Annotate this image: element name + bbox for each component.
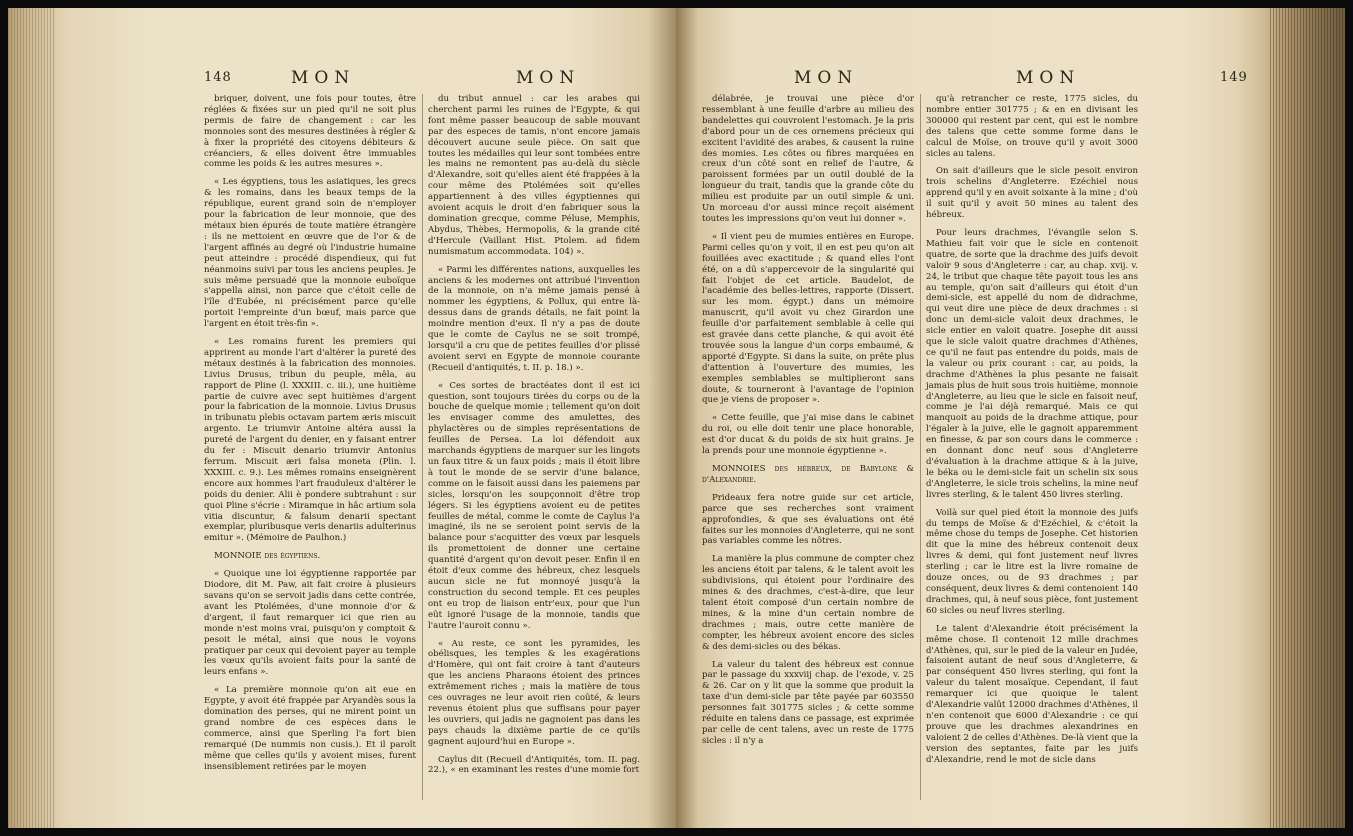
left-column-1 bbox=[204, 94, 416, 779]
paragraph: « Parmi les différentes nations, auxquelles les anciens & les modernes ont attribué l'invention de la monnoie, on n'a même jamais pensé à nommer les égyptiens, & Pollux, qui entre là-dessus dans de grands détails, ne fait point la moindre mention d'eux. Il n'y a pas de doute que le comte de Caylus ne se soit trompé, lorsqu'il a cru que de petites feuilles d'or plissé avoient servi en Egypte de monnoie courante (Recueil d'antiquités, t. II. p. 18.) ». bbox=[428, 264, 640, 373]
right-page-number: 149 bbox=[1220, 70, 1248, 85]
book-spread bbox=[8, 8, 1345, 828]
column-rule bbox=[422, 94, 423, 800]
section-heading: MONNOIES des hébreux, de Babylone & d'Alexandrie. bbox=[702, 464, 914, 485]
paragraph: « La première monnoie qu'on ait eue en Egypte, y avoit été frappée par Aryandès sous la domination des perses, qui ne mirent point un grand nombre de ces espèces dans le commerce, ainsi que Sperling l'a fort bien remarqué (De nummis non cusis.). Et il paroît même que celles qu'ils y avoient mises, furent insensiblement retirées par le moyen bbox=[204, 685, 416, 772]
paragraph: Le talent d'Alexandrie étoit précisément la même chose. Il contenoit 12 mille drachmes d'Athènes, qui, sur le pied de la valeur en Judée, faisoient autant de neuf sous d'Angleterre, & par conséquent 450 livres sterling, qui font la valeur du talent mosaïque. Cependant, il faut remarquer ici que quoique le talent d'Alexandrie valût 12000 drachmes d'Athènes, il n'en contenoit que 6000 d'Alexandrie : ce qui prouve que les drachmes alexandrines en valoient 2 de celles d'Athènes. De-là vient que la version des septantes, faite par les juifs d'Alexandrie, rend le mot de sicle dans bbox=[926, 623, 1138, 765]
paragraph: du tribut annuel : car les arabes qui cherchent parmi les ruines de l'Egypte, & qui font même passer beaucoup de sable mouvant par des especes de tamis, n'ont encore jamais découvert aucune seule pièce. On sait que toutes les médailles qui leur sont tombées entre les mains ne remontent pas au-delà du siècle d'Alexandre, soit qu'elles aient été frappées à la cour même des Ptolémées soit qu'elles appartiennent à des villes égyptiennes qui avoient acquis le droit d'en fabriquer sous la domination grecque, comme Péluse, Memphis, Abydus, Thèbes, Hermopolis, & la grande cité d'Hercule (Vaillant Hist. Ptolem. ad fidem numismatum accommodata. 104) ». bbox=[428, 94, 640, 257]
right-page bbox=[676, 8, 1345, 828]
paragraph: « Les égyptiens, tous les asiatiques, les grecs & les romains, dans les beaux temps de la république, eurent grand soin de n'employer pour la fabrication de leur monnoie, que des métaux bien épurés de toute matière étrangère : ils ne mettoient en œuvre que de l'or & de l'argent affinés au degré où l'industrie humaine peut atteindre : procédé dispendieux, qui fut néanmoins suivi par tous les anciens peuples. Je suis même persuadé que la monnoie euboïque s'appella ainsi, non parce que c'étoit celle de l'île d'Eubée, ni précisément parce qu'elle portoit l'empreinte d'un bœuf, mais parce que l'argent en étoit très-fin ». bbox=[204, 177, 416, 330]
paragraph: Voilà sur quel pied étoit la monnoie des juifs du temps de Moïse & d'Ezéchiel, & c'étoit la même chose du temps de Josephe. Cet historien dit que la mine des hébreux contenoit deux livres & demi, qui font justement neuf livres sterling ; car le litre est la livre romaine de douze onces, ou de 93 drachmes ; par conséquent, deux livres & demi contenoient 140 drachmes, qui, à neuf sous pièce, font justement 60 sicles ou neuf livres sterling. bbox=[926, 507, 1138, 616]
column-rule bbox=[920, 94, 921, 800]
left-column-2 bbox=[428, 94, 640, 783]
paragraph: qu'à retrancher ce reste, 1775 sicles, du nombre entier 301775 ; & en en divisant les 300000 qui restent par cent, qui est le nombre des talens que cette somme forme dans le calcul de Moïse, on trouve qu'il y avoit 3000 sicles au talens. bbox=[926, 94, 1138, 159]
paragraph: Prideaux fera notre guide sur cet article, parce que ses recherches sont vraiment approfondies, & que ses évaluations ont été faites sur les monnoies d'Angleterre, qui ne sont pas variables comme les nôtres. bbox=[702, 492, 914, 547]
right-column-1 bbox=[702, 94, 914, 754]
left-page-number: 148 bbox=[204, 70, 232, 85]
section-heading: MONNOIE des égyptiens. bbox=[214, 551, 321, 562]
left-running-head-1: MON bbox=[291, 68, 356, 88]
paragraph: Pour leurs drachmes, l'évangile selon S. Mathieu fait voir que le sicle en contenoit quatre, de sorte que la drachme des juifs devoit valoir 9 sous d'Angleterre : car, au chap. xvij. v. 24, le tribut que chaque tête payoit tous les ans au temple, qu'on sait d'ailleurs qui étoit d'un demi-sicle, est appellé du nom de didrachme, qui veut dire une pièce de deux drachmes : si donc un demi-sicle valoit deux drachmes, le sicle entier en valoit quatre. Josephe dit aussi que le sicle valoit quatre drachmes d'Athènes, ce qu'il ne faut pas entendre du poids, mais de la valeur ou prix courant : car, au poids, la drachme d'Athènes la plus pesante ne faisait jamais plus de huit sous trois huitième, monnoie d'Angleterre, au lieu que le sicle en faisoit neuf, comme je l'ai déjà remarqué. Mais ce qui manquoit au poids de la drachme attique, pour l'égaler à la juive, elle le gagnoit apparemment en finesse, & par son cours dans le commerce : en donnant donc neuf sous d'Angleterre d'évaluation à la drachme attique & à la juive, le béka ou le demi-sicle fait un schelin six sous d'Angleterre, le sicle trois schelins, la mine neuf livres sterling, & le talent 450 livres sterling. bbox=[926, 227, 1138, 500]
paragraph: Caylus dit (Recueil d'Antiquités, tom. II. pag. 22.), « en examinant les restes d'une momie fort bbox=[428, 754, 640, 776]
paragraph: « Les romains furent les premiers qui apprirent au monde l'art d'altérer la pureté des métaux destinés à la fabrication des monnoies. Livius Drusus, tribun du peuple, mêla, au rapport de Pline (l. XXXIII. c. iii.), une huitième partie de cuivre avec sept huitièmes d'argent pour la fabrication de la monnoie. Livius Drusus in tribunatu plebis octavam partem æris miscuit argento. Le triumvir Antoine altéra aussi la pureté de l'argent du denier, en y faisant entrer du fer : Miscuit denario triumvir Antonius ferrum. Miscuit æri falsa moneta (Plin. l. XXXIII. c. 9.). Les mêmes romains enseignèrent encore aux hommes l'art frauduleux d'altérer le poids du denier. Alii è pondere subtrahunt : sur quoi Pline s'écrie : Miramque in hâc artium sola vitia discuntur, & falsum denarii spectant exemplar, pluribusque veris denariis adulterinus emitur ». (Mémoire de Paulhon.) bbox=[204, 337, 416, 544]
right-column-2 bbox=[926, 94, 1138, 772]
right-running-head-1: MON bbox=[794, 68, 859, 88]
paragraph: « Au reste, ce sont les pyramides, les obélisques, les temples & les exagérations d'Homère, qui ont fait croire à tant d'auteurs que les anciens Pharaons étoient des princes extrêmement riches ; mais la matière de tous ces ouvrages ne leur avoit rien coûté, & leurs revenus étoient plus que suffisans pour payer les ouvriers, qui jadis ne gagnoient pas dans les pays chauds la dixième partie de ce qu'ils gagnent aujourd'hui en Europe ». bbox=[428, 638, 640, 747]
paragraph: « Cette feuille, que j'ai mise dans le cabinet du roi, ou elle doit tenir une place honorable, est d'or ducat & du poids de six huit grains. Je la prends pour une monnoie égyptienne ». bbox=[702, 413, 914, 457]
paragraph: « Ces sortes de bractéates dont il est ici question, sont toujours tirées du corps ou de la bouche de quelque momie ; tellement qu'on doit les envisager comme des amulettes, des phylactères ou de simples représentations de feuilles de Persea. La loi défendoit aux marchands égyptiens de marquer sur les lingots un faux titre & un faux poids ; mais il étoit libre à tout le monde de se servir d'une balance, comme on le faisoit aussi dans les paiemens par sicles, lorsqu'on les soupçonnoit d'être trop légers. Si les égyptiens avoient eu de petites feuilles de métal, comme le comte de Caylus l'a imaginé, ils ne se seroient point servis de la balance pour s'acquitter des vœux par lesquels ils promettoient de donner une certaine quantité d'argent qu'on devoit peser. Enfin il en étoit d'eux comme des hébreux, chez lesquels aucun sicle ne fut monnoyé jusqu'à la construction du second temple. Et ces peuples ont eu trop de liaison entr'eux, pour que l'un eût ignoré l'usage de la monnoie, tandis que l'autre l'auroit connu ». bbox=[428, 380, 640, 631]
paragraph: On sait d'ailleurs que le sicle pesoit environ trois schelins d'Angleterre. Ezéchiel nous apprend qu'il y en avoit soixante à la mine ; d'où il suit qu'il y avoit 50 mines au talent des hébreux. bbox=[926, 166, 1138, 221]
paragraph: La valeur du talent des hébreux est connue par le passage du xxxviij chap. de l'exode, v. 25 & 26. Car on y lit que la somme que produit la taxe d'un demi-sicle par tête payée par 603550 personnes fait 301775 sicles ; & cette somme réduite en talens dans ce passage, est exprimée par celle de cent talens, avec un reste de 1775 sicles : il n'y a bbox=[702, 659, 914, 746]
paragraph: La manière la plus commune de compter chez les anciens étoit par talens, & le talent avoit les subdivisions, qui étoient pour l'ordinaire des mines & des drachmes, c'est-à-dire, que leur talent étoit composé d'un certain nombre de mines, & la mine d'un certain nombre de drachmes ; mais, outre cette manière de compter, les hébreux avoient encore des sicles & des demi-sicles ou des békas. bbox=[702, 554, 914, 652]
right-running-head-2: MON bbox=[1016, 68, 1081, 88]
paragraph: « Quoique une loi égyptienne rapportée par Diodore, dit M. Paw, ait fait croire à plusieurs savans qu'on se servoit jadis dans cette contrée, avant les Ptolémées, d'une monnoie d'or & d'argent, il faut remarquer ici que rien au monde n'est moins vrai, puisqu'on y comptoit & pesoit le métal, ainsi que nous le voyons pratiquer par ceux qui devoient payer au temple les vœux qu'ils avoient faits pour la santé de leurs enfans ». bbox=[204, 569, 416, 678]
paragraph: délabrée, je trouvai une pièce d'or ressemblant à une feuille d'arbre au milieu des bandelettes qui couvroient l'estomach. Je la pris d'abord pour un de ces ornemens précieux qui excitent l'avidité des arabes, & causent la ruine des momies. Les côtes ou fibres marquées en creux d'un côté sont en relief de l'autre, & paroissent formées par un outil doublé de la longueur du trait, tandis que la grande côte du milieu est produite par un outil simple & uni. Un morceau d'or aussi mince reçoit aisément toutes les impressions qu'on veut lui donner ». bbox=[702, 94, 914, 224]
paragraph: « Il vient peu de mumies entières en Europe. Parmi celles qu'on y voit, il en est peu qu'on ait fouillées avec exactitude ; & quand elles l'ont été, on a dû s'appercevoir de la singularité qui fait l'objet de cet article. Baudelot, de l'académie des belles-lettres, rapporte (Dissert. sur les mom. égypt.) dans un mémoire manuscrit, qu'il avoit vu chez Girardon une feuille d'or parfaitement semblable à celle qui est gravée dans cette planche, & qui avoit été trouvée sous la langue d'un corps embaumé, & apporté d'Egypte. Si dans la suite, on prête plus d'attention à l'ouverture des mumies, les exemples semblables se multiplieront sans doute, & tourneront à l'avantage de l'opinion que je viens de proposer ». bbox=[702, 231, 914, 406]
left-running-head-2: MON bbox=[516, 68, 581, 88]
left-page bbox=[8, 8, 678, 828]
paragraph: briquer, doivent, une fois pour toutes, être réglées & fixées sur un pied qu'il ne soit plus permis de faire de changement : car les monnoies sont des mesures destinées à régler & à fixer la propriété des citoyens débiteurs & créanciers, & elles doivent être immuables comme les poids & les autres mesures ». bbox=[204, 94, 417, 170]
